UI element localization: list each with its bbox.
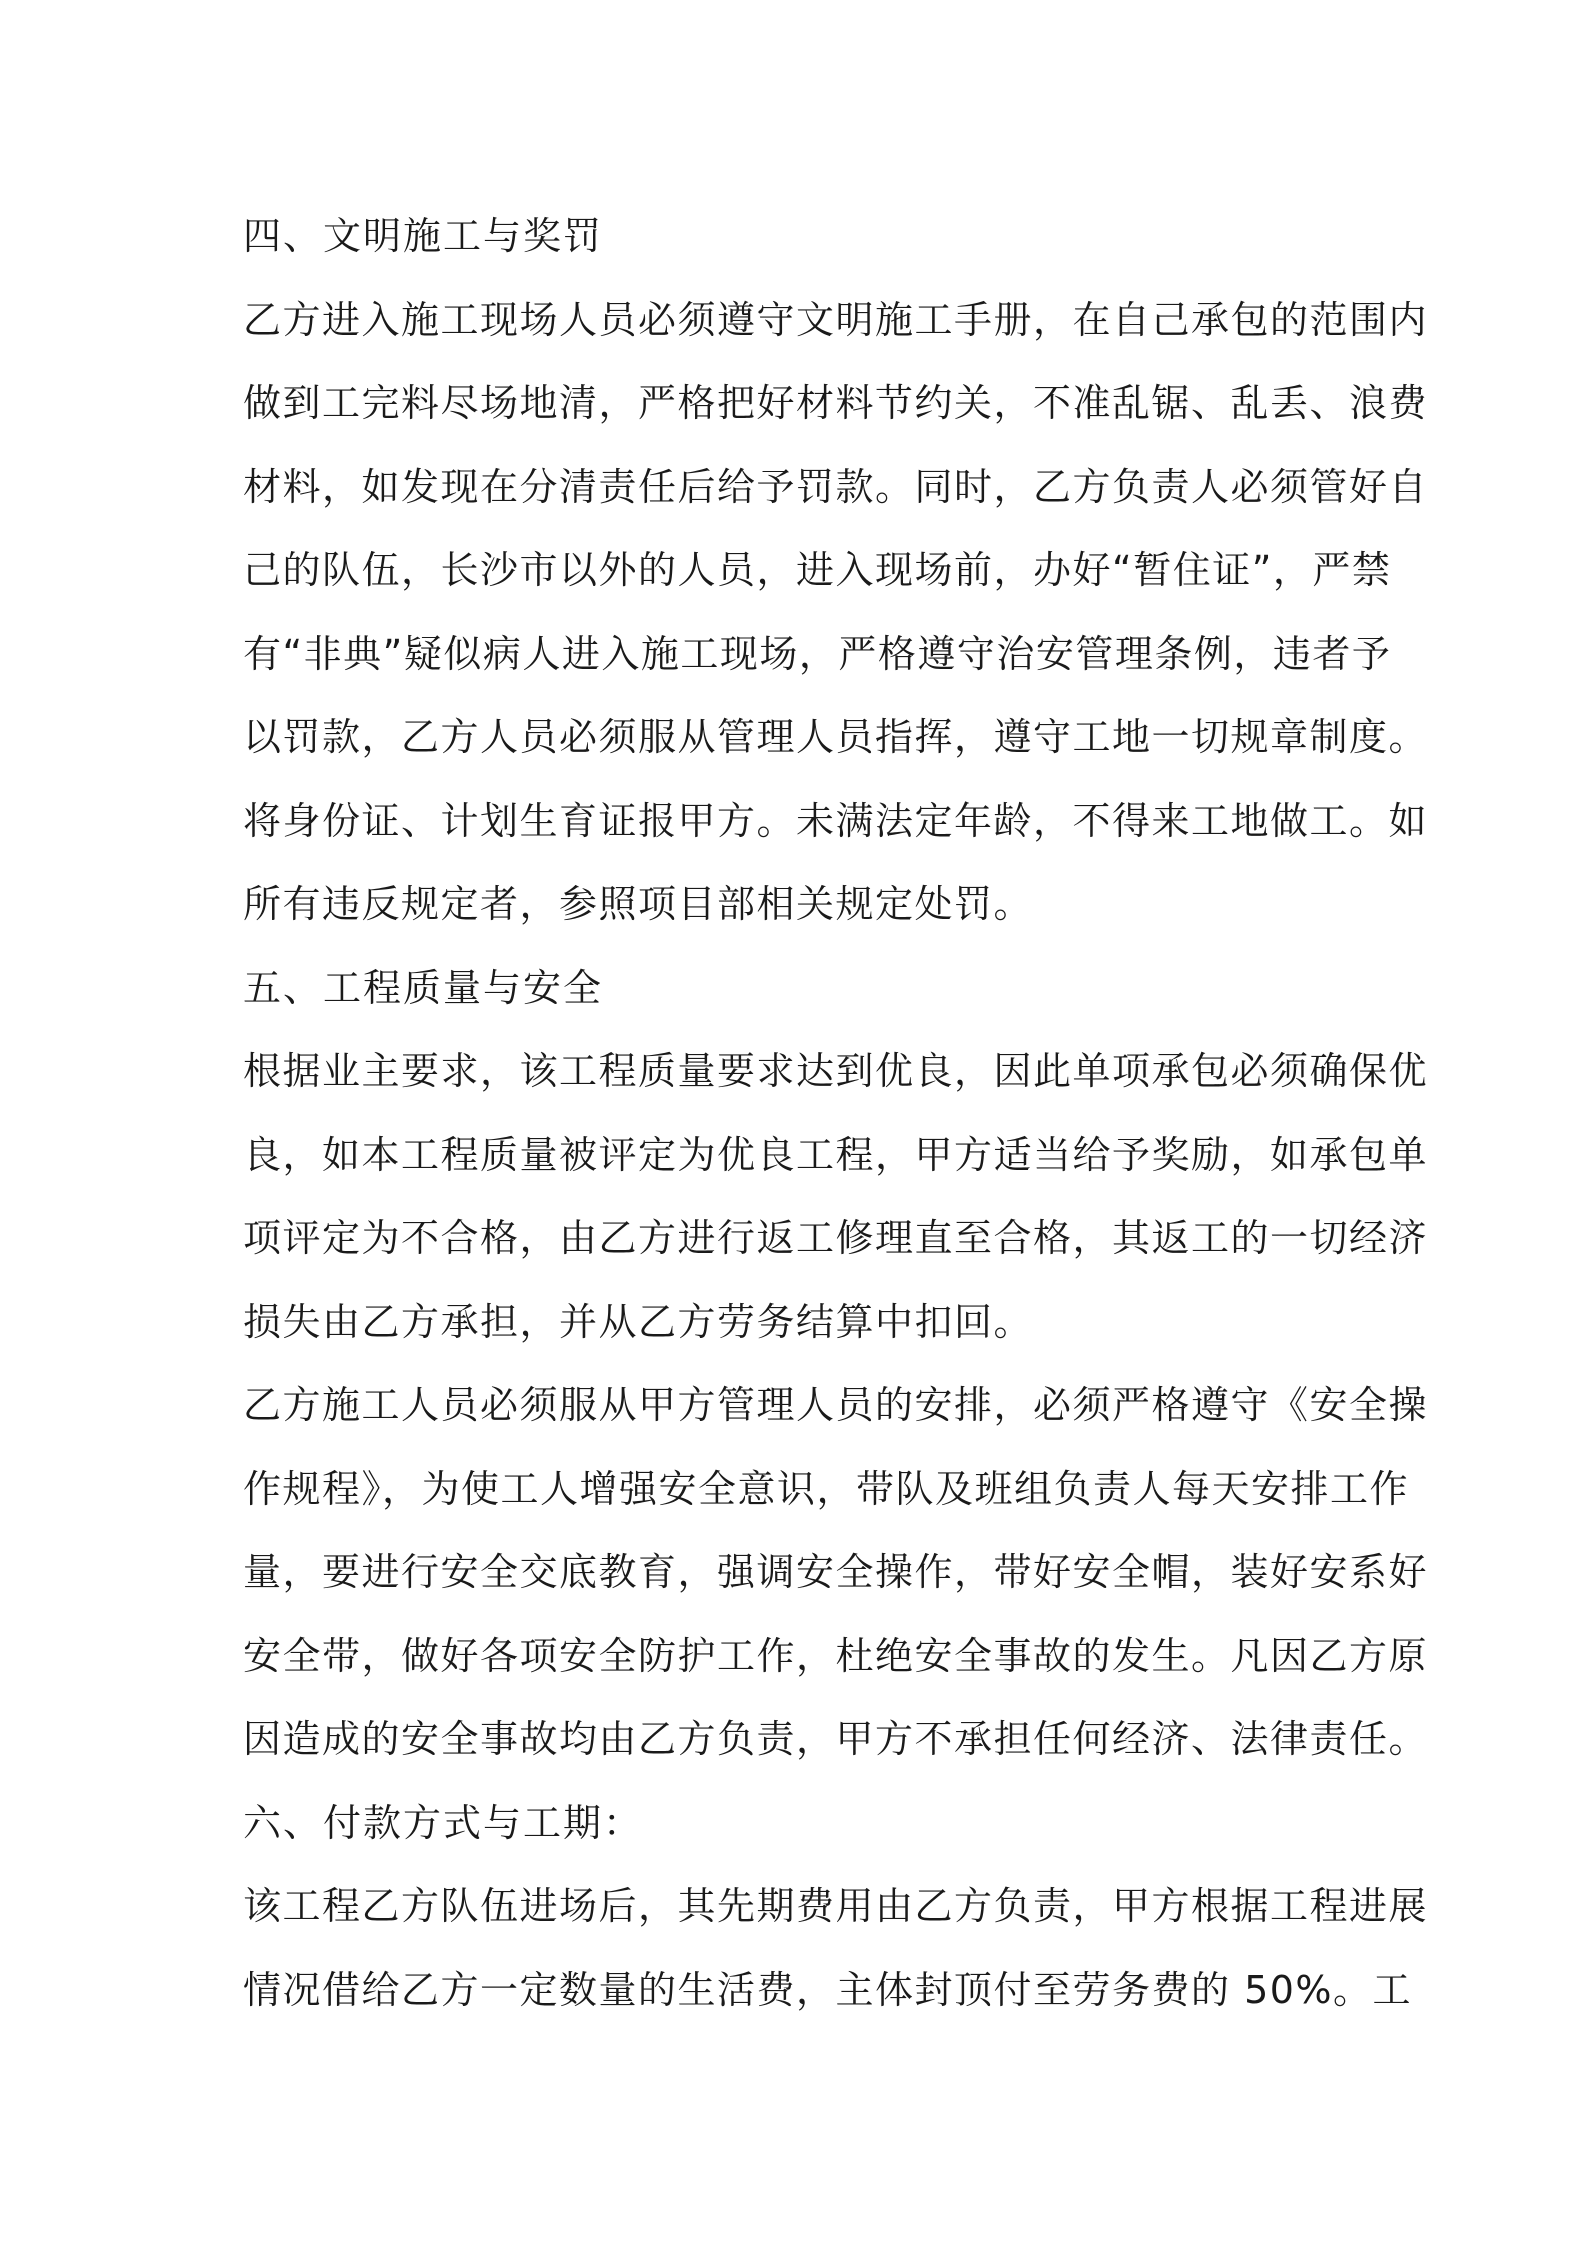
document-body <box>243 195 1429 2032</box>
text-line: 以罚款，乙方人员必须服从管理人员指挥，遵守工地一切规章制度。 <box>243 715 1429 759</box>
text-line: 情况借给乙方一定数量的生活费，主体封顶付至劳务费的 50%。工 <box>243 1967 1413 2012</box>
text-line: 良，如本工程质量被评定为优良工程，甲方适当给予奖励，如承包单 <box>243 1132 1429 1177</box>
text-line: 作规程》，为使工人增强安全意识，带队及班组负责人每天安排工作 <box>243 1466 1410 1511</box>
text-line: 该工程乙方队伍进场后，其先期费用由乙方负责，甲方根据工程进展 <box>243 1884 1429 1928</box>
text-line: 材料，如发现在分清责任后给予罚款。同时，乙方负责人必须管好自 <box>243 464 1429 509</box>
text-line: 做到工完料尽场地清，严格把好材料节约关，不准乱锯、乱丢、浪费 <box>243 381 1429 425</box>
text-line: 项评定为不合格，由乙方进行返工修理直至合格，其返工的一切经济 <box>243 1216 1429 1260</box>
text-line: 将身份证、计划生育证报甲方。未满法定年龄，不得来工地做工。如 <box>243 798 1429 843</box>
text-line: 因造成的安全事故均由乙方负责，甲方不承担任何经济、法律责任。 <box>243 1717 1429 1761</box>
section-heading-civilized-construction: 四、文明施工与奖罚 <box>243 214 604 258</box>
text-line: 乙方进入施工现场人员必须遵守文明施工手册，在自己承包的范围内 <box>243 297 1429 342</box>
text-line: 乙方施工人员必须服从甲方管理人员的安排，必须严格遵守《安全操 <box>243 1383 1429 1427</box>
text-line: 安全带，做好各项安全防护工作，杜绝安全事故的发生。凡因乙方原 <box>243 1633 1429 1678</box>
section-heading-quality-safety: 五、工程质量与安全 <box>243 965 604 1010</box>
text-line: 己的队伍，长沙市以外的人员，进入现场前，办好“暂住证”，严禁 <box>243 548 1392 592</box>
text-line: 有“非典”疑似病人进入施工现场，严格遵守治安管理条例，违者予 <box>243 631 1392 676</box>
text-line: 根据业主要求，该工程质量要求达到优良，因此单项承包必须确保优 <box>243 1049 1429 1093</box>
text-line: 损失由乙方承担，并从乙方劳务结算中扣回。 <box>243 1299 1034 1344</box>
text-line: 所有违反规定者，参照项目部相关规定处罚。 <box>243 882 1034 926</box>
section-heading-payment-schedule: 六、付款方式与工期： <box>243 1800 644 1845</box>
text-line: 量，要进行安全交底教育，强调安全操作，带好安全帽，装好安系好 <box>243 1550 1429 1594</box>
